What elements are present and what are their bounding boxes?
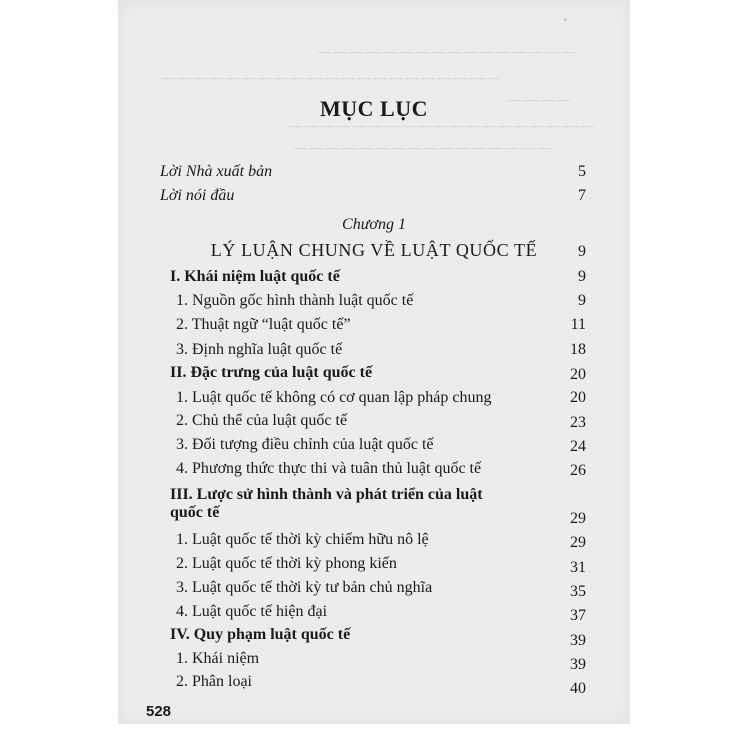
- page-title: MỤC LỤC: [320, 96, 428, 121]
- toc-page-number: 11: [570, 316, 586, 333]
- toc-page-number: 5: [578, 163, 586, 180]
- toc-page-number: 29: [570, 534, 586, 551]
- page-number-footer: 528: [146, 703, 172, 720]
- chapter-title[interactable]: LÝ LUẬN CHUNG VỀ LUẬT QUỐC TẾ: [210, 240, 538, 260]
- bleed-through-text: — — — — — — — — — — — — — — — —: [294, 140, 551, 155]
- bleed-through-text: — — — — — — — — — — — — — — — — — — — — —: [162, 70, 500, 85]
- chapter-label: Chương 1: [342, 216, 406, 233]
- toc-section[interactable]: III. Lược sử hình thành và phát triển của luật: [170, 486, 483, 503]
- toc-page-number: 26: [570, 462, 586, 479]
- toc-entry[interactable]: 4. Phương thức thực thi và tuân thủ luật quốc tế: [176, 460, 482, 477]
- bleed-through-text: — — — — — — — — — — — — — — — —: [318, 44, 575, 59]
- toc-entry[interactable]: 1. Luật quốc tế thời kỳ chiếm hữu nô lệ: [176, 531, 429, 548]
- toc-section[interactable]: I. Khái niệm luật quốc tế: [170, 268, 340, 285]
- toc-page-number: 35: [570, 583, 586, 600]
- toc-page-number: 24: [570, 438, 586, 455]
- bleed-through-text: — — — —: [508, 92, 570, 107]
- toc-entry[interactable]: 3. Đối tượng điều chỉnh của luật quốc tế: [176, 436, 434, 453]
- toc-section[interactable]: II. Đặc trưng của luật quốc tế: [170, 364, 373, 381]
- toc-entry[interactable]: 2. Thuật ngữ “luật quốc tế”: [176, 316, 351, 333]
- toc-page-number: 31: [570, 559, 586, 576]
- toc-page-number: 23: [570, 414, 586, 431]
- toc-page-number: 39: [570, 632, 586, 649]
- toc-section[interactable]: IV. Quy phạm luật quốc tế: [170, 626, 351, 643]
- toc-entry[interactable]: Lời nói đầu: [160, 187, 235, 204]
- toc-entry[interactable]: 4. Luật quốc tế hiện đại: [176, 603, 328, 620]
- toc-page-number: 37: [570, 607, 586, 624]
- toc-entry[interactable]: Lời Nhà xuất bản: [160, 163, 273, 180]
- toc-page-number: 39: [570, 656, 586, 673]
- toc-page-number: 40: [570, 680, 586, 697]
- bleed-through-text: •: [563, 12, 568, 27]
- bleed-through-text: — — — — — — — — — — — — — — — — — — —: [288, 118, 594, 133]
- toc-entry[interactable]: 1. Luật quốc tế không có cơ quan lập pháp chung: [176, 389, 492, 406]
- toc-page-number: 18: [570, 341, 586, 358]
- toc-page-number: 9: [578, 292, 586, 309]
- toc-page-number: 29: [570, 510, 586, 527]
- toc-page-number: 20: [570, 366, 586, 383]
- toc-entry[interactable]: 2. Chủ thể của luật quốc tế: [176, 412, 348, 429]
- toc-page-number: 20: [570, 389, 586, 406]
- toc-page-number: 9: [578, 268, 586, 285]
- toc-entry[interactable]: 1. Khái niệm: [176, 650, 260, 667]
- toc-entry[interactable]: 3. Định nghĩa luật quốc tế: [176, 341, 343, 358]
- toc-entry[interactable]: 2. Luật quốc tế thời kỳ phong kiến: [176, 555, 397, 572]
- toc-page-number: 9: [578, 243, 586, 260]
- toc-entry[interactable]: 3. Luật quốc tế thời kỳ tư bản chủ nghĩa: [176, 579, 433, 596]
- book-page: [118, 0, 630, 724]
- toc-entry[interactable]: 2. Phân loại: [176, 673, 252, 690]
- toc-page-number: 7: [578, 187, 586, 204]
- toc-entry[interactable]: 1. Nguồn gốc hình thành luật quốc tế: [176, 292, 414, 309]
- toc-section-continuation[interactable]: quốc tế: [170, 504, 220, 521]
